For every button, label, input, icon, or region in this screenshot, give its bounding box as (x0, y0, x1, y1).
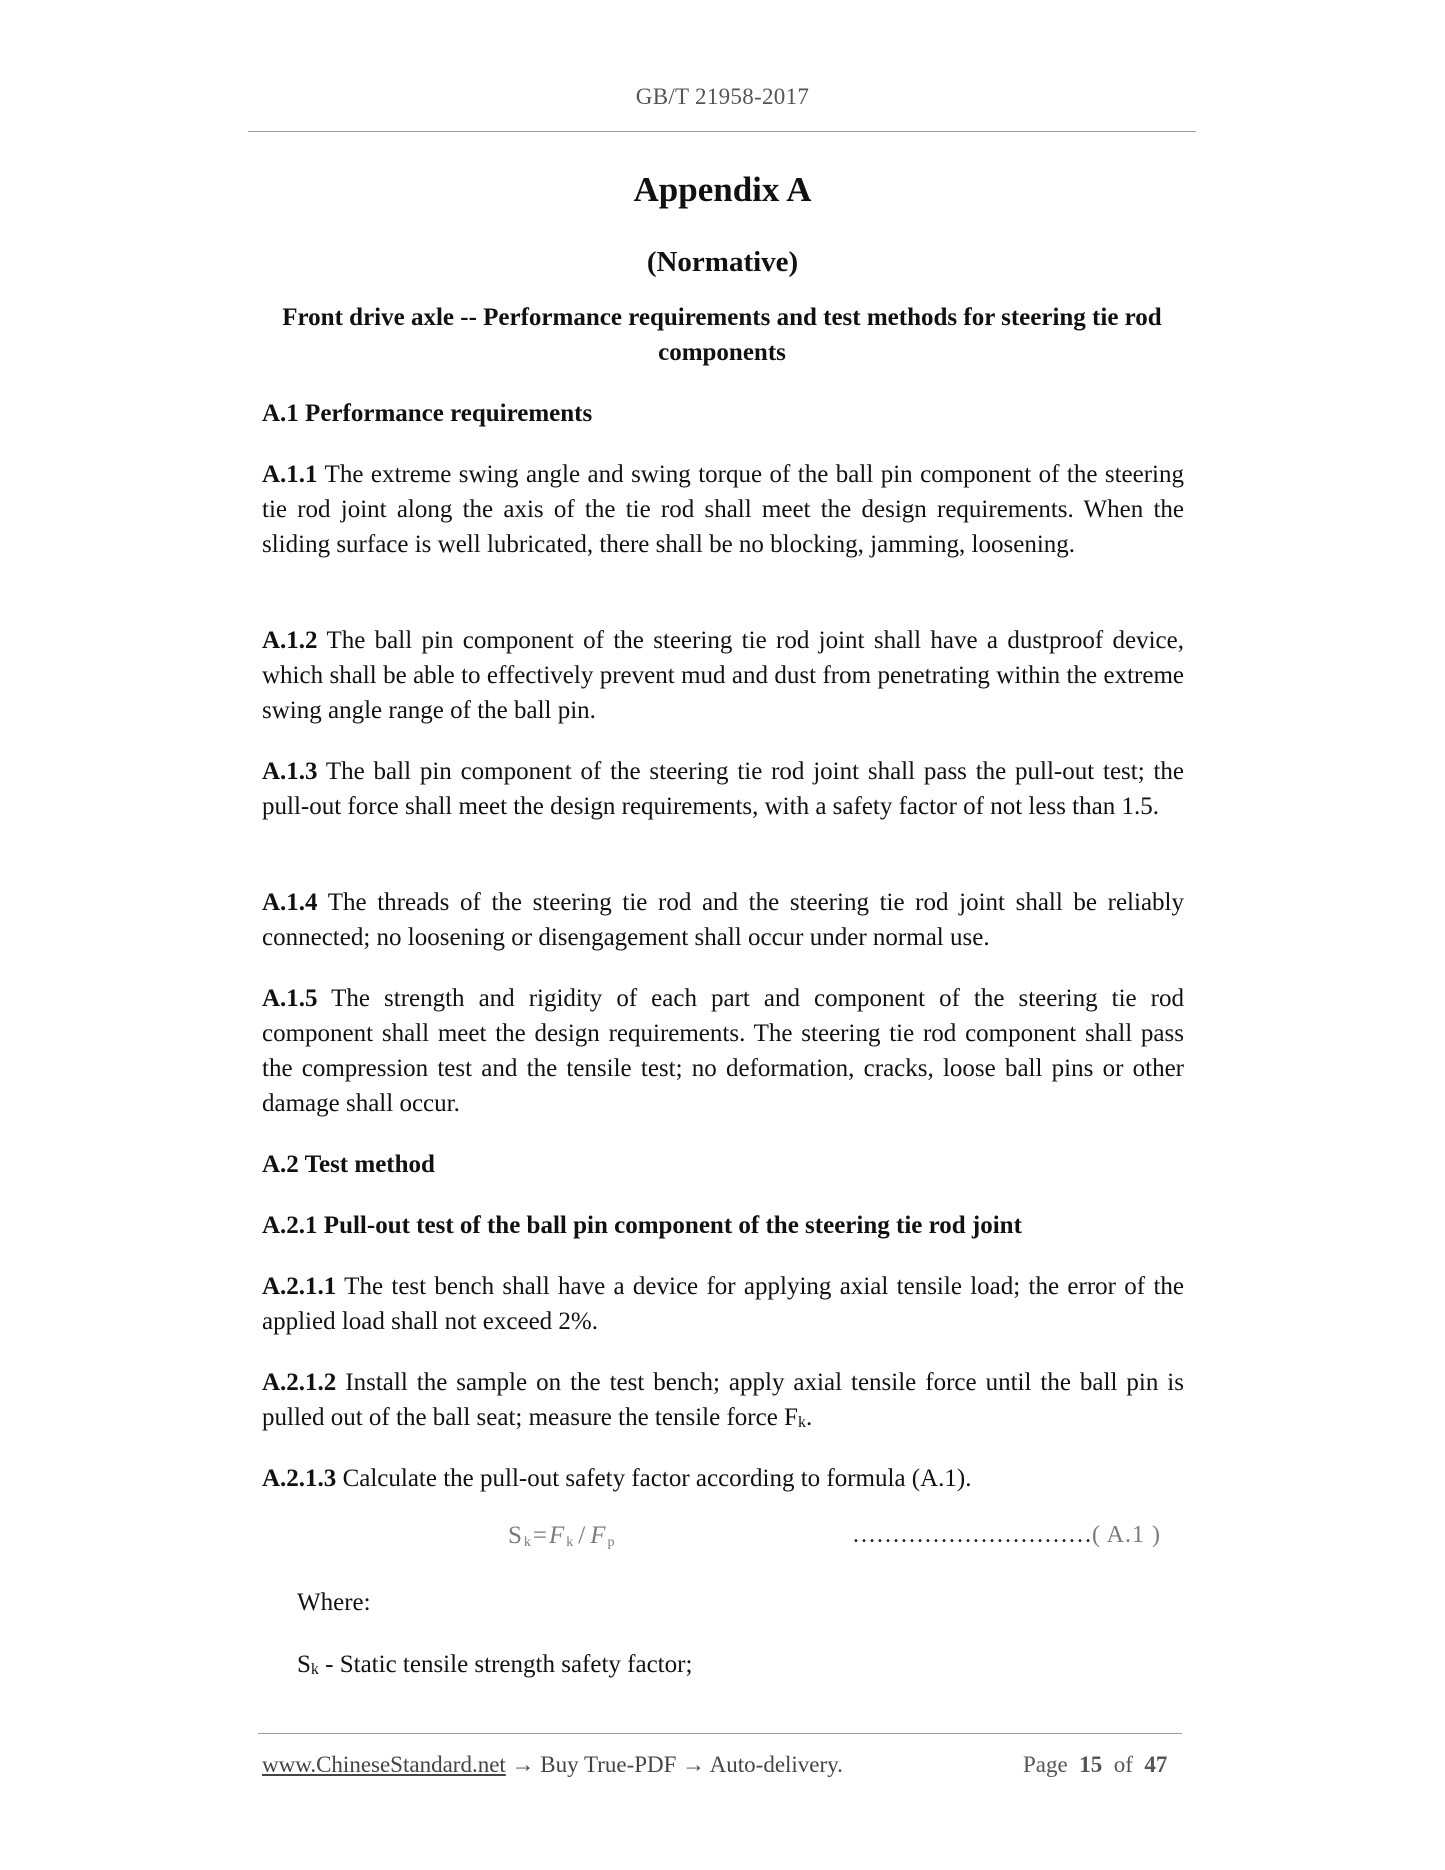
subscript: k (797, 1414, 806, 1431)
section-heading-a1: A.1 Performance requirements (262, 400, 593, 427)
clause-number: A.2.1.3 (262, 1465, 337, 1492)
clause-a1-4 (262, 885, 1184, 955)
formula-lhs: S (508, 1522, 524, 1549)
clause-a2-1-2 (262, 1365, 1184, 1435)
footer-divider (258, 1733, 1182, 1734)
clause-number: A.1.5 (262, 985, 318, 1012)
section-heading-a2-1: A.2.1 Pull-out test of the ball pin component of the steering tie rod joint (262, 1212, 1022, 1239)
page-total: 47 (1144, 1752, 1168, 1777)
clause-text: The test bench shall have a device for applying axial tensile load; the error of the applied load shall not exceed 2%. (262, 1273, 1184, 1335)
footer-promo-text: → Buy True-PDF → Auto-delivery. (505, 1752, 843, 1777)
page-indicator (1023, 1752, 1167, 1778)
header-divider (248, 131, 1196, 132)
clause-number: A.1.3 (262, 758, 318, 785)
formula-lhs-sub: k (523, 1535, 533, 1550)
definition-symbol-sub: k (310, 1661, 319, 1678)
clause-a2-1-1 (262, 1269, 1184, 1339)
clause-a1-3 (262, 754, 1184, 824)
formula-number: ( A.1 ) (1092, 1522, 1161, 1548)
clause-a1-5 (262, 981, 1184, 1121)
clause-text: The extreme swing angle and swing torque of the ball pin component of the steering tie rod joint along the axis of the tie rod shall meet the design requirements. When the sliding surface is well lubricated, there shall be no blocking, jamming, loosening. (262, 461, 1184, 558)
formula-leader-dots: ………………………… (852, 1522, 1092, 1548)
definition-symbol: S (297, 1651, 311, 1678)
clause-a1-2 (262, 623, 1184, 728)
formula-numerator-sub: k (566, 1535, 576, 1550)
formula-denominator-sub: p (607, 1535, 617, 1550)
formula-numerator: F (549, 1522, 567, 1549)
clause-number: A.2.1.1 (262, 1273, 337, 1300)
page-label: Page (1023, 1752, 1068, 1777)
clause-text: Install the sample on the test bench; apply axial tensile force until the ball pin is pulled out of the ball seat; measure the tensile force F (262, 1369, 1184, 1431)
clause-a2-1-3 (262, 1461, 1184, 1496)
clause-number: A.2.1.2 (262, 1369, 337, 1396)
clause-a1-1 (262, 457, 1184, 562)
formula-denominator: F (590, 1522, 608, 1549)
clause-text: The ball pin component of the steering tie rod joint shall have a dustproof device, which shall be able to effectively prevent mud and dust from penetrating within the extreme swing angle range of the ball pin. (262, 627, 1184, 724)
section-heading-a2: A.2 Test method (262, 1151, 435, 1178)
appendix-status: (Normative) (646, 246, 799, 278)
clause-number: A.1.4 (262, 889, 318, 916)
formula-a1 (508, 1522, 617, 1550)
appendix-title: Appendix A (633, 170, 812, 209)
appendix-subtitle: Front drive axle -- Performance requirements and test methods for steering tie rod components (282, 304, 1162, 366)
of-label: of (1113, 1752, 1133, 1777)
clause-text: The strength and rigidity of each part and component of the steering tie rod component shall meet the design requirements. The steering tie rod component shall pass the compression test and the tensile test; no deformation, cracks, loose ball pins or other damage shall occur. (262, 985, 1184, 1117)
where-label: Where: (297, 1589, 371, 1616)
formula-slash: / (578, 1522, 588, 1549)
website-link[interactable]: www.ChineseStandard.net (262, 1752, 506, 1777)
clause-text: The threads of the steering tie rod and the steering tie rod joint shall be reliably connected; no loosening or disengagement shall occur under normal use. (262, 889, 1184, 951)
symbol-definition (297, 1647, 692, 1682)
clause-text: The ball pin component of the steering tie rod joint shall pass the pull-out test; the pull-out force shall meet the design requirements, with a safety factor of not less than 1.5. (262, 758, 1184, 820)
formula-reference (852, 1522, 1161, 1549)
clause-number: A.1.2 (262, 627, 318, 654)
clause-end: . (805, 1404, 813, 1431)
page-number: 15 (1079, 1752, 1103, 1777)
running-header: GB/T 21958-2017 (635, 84, 810, 109)
clause-number: A.1.1 (262, 461, 318, 488)
formula-equals: = (532, 1522, 550, 1549)
clause-text: Calculate the pull-out safety factor according to formula (A.1). (336, 1465, 972, 1492)
footer-promo (262, 1752, 843, 1778)
definition-text: - Static tensile strength safety factor; (318, 1651, 693, 1678)
